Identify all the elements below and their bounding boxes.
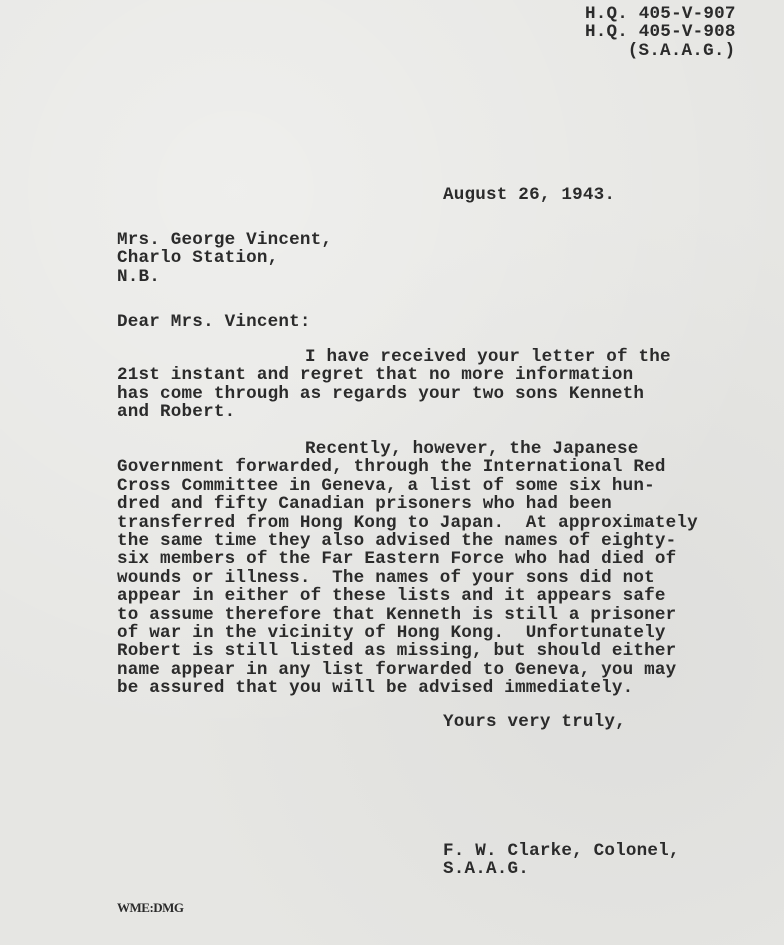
address-line: Mrs. George Vincent, <box>117 230 333 250</box>
paragraph-line: Cross Committee in Geneva, a list of some six hun- <box>117 475 655 496</box>
address-line: N.B. <box>117 266 161 287</box>
paragraph-line: has come through as regards your two sons Kenneth <box>117 383 645 404</box>
paragraph-line: Recently, however, the Japanese <box>305 439 639 459</box>
paragraph-line: of war in the vicinity of Hong Kong. Unfortunately <box>117 622 666 643</box>
paragraph-line: the same time they also advised the names of eighty- <box>117 530 677 551</box>
paragraph-line: be assured that you will be advised immediately. <box>117 678 634 699</box>
recipient-address <box>117 231 332 286</box>
paragraph-2 <box>117 440 698 697</box>
paragraph-line: dred and fifty Canadian prisoners who had been <box>117 494 612 515</box>
paragraph-line: appear in either of these lists and it appears safe <box>117 586 666 607</box>
typist-initials: WME:DMG <box>117 900 184 915</box>
reference-line: (S.A.A.G.) <box>617 40 736 61</box>
paragraph-line: and Robert. <box>117 402 236 423</box>
paragraph-line: Robert is still listed as missing, but should either <box>117 641 677 662</box>
reference-header <box>585 5 736 60</box>
signature-line: F. W. Clarke, Colonel, <box>443 841 680 861</box>
signature-line: S.A.A.G. <box>443 859 530 880</box>
salutation: Dear Mrs. Vincent: <box>117 312 311 332</box>
paragraph-line: name appear in any list forwarded to Geneva, you may <box>117 659 677 680</box>
paragraph-line: transferred from Hong Kong to Japan. At approximately <box>117 512 698 533</box>
paragraph-line: wounds or illness. The names of your sons did not <box>117 567 655 588</box>
paragraph-line: to assume therefore that Kenneth is still a prisoner <box>117 604 677 625</box>
letter-date: August 26, 1943. <box>443 185 616 205</box>
paragraph-line: 21st instant and regret that no more information <box>117 365 634 386</box>
closing: Yours very truly, <box>443 712 626 732</box>
reference-line: H.Q. 405-V-908 <box>585 22 736 43</box>
address-line: Charlo Station, <box>117 248 279 269</box>
paragraph-1 <box>117 348 671 422</box>
signature-block <box>443 842 680 879</box>
paragraph-line: six members of the Far Eastern Force who had died of <box>117 549 677 570</box>
paragraph-line: I have received your letter of the <box>305 347 671 367</box>
paragraph-line: Government forwarded, through the International Red <box>117 457 666 478</box>
reference-line: H.Q. 405-V-907 <box>585 4 736 24</box>
